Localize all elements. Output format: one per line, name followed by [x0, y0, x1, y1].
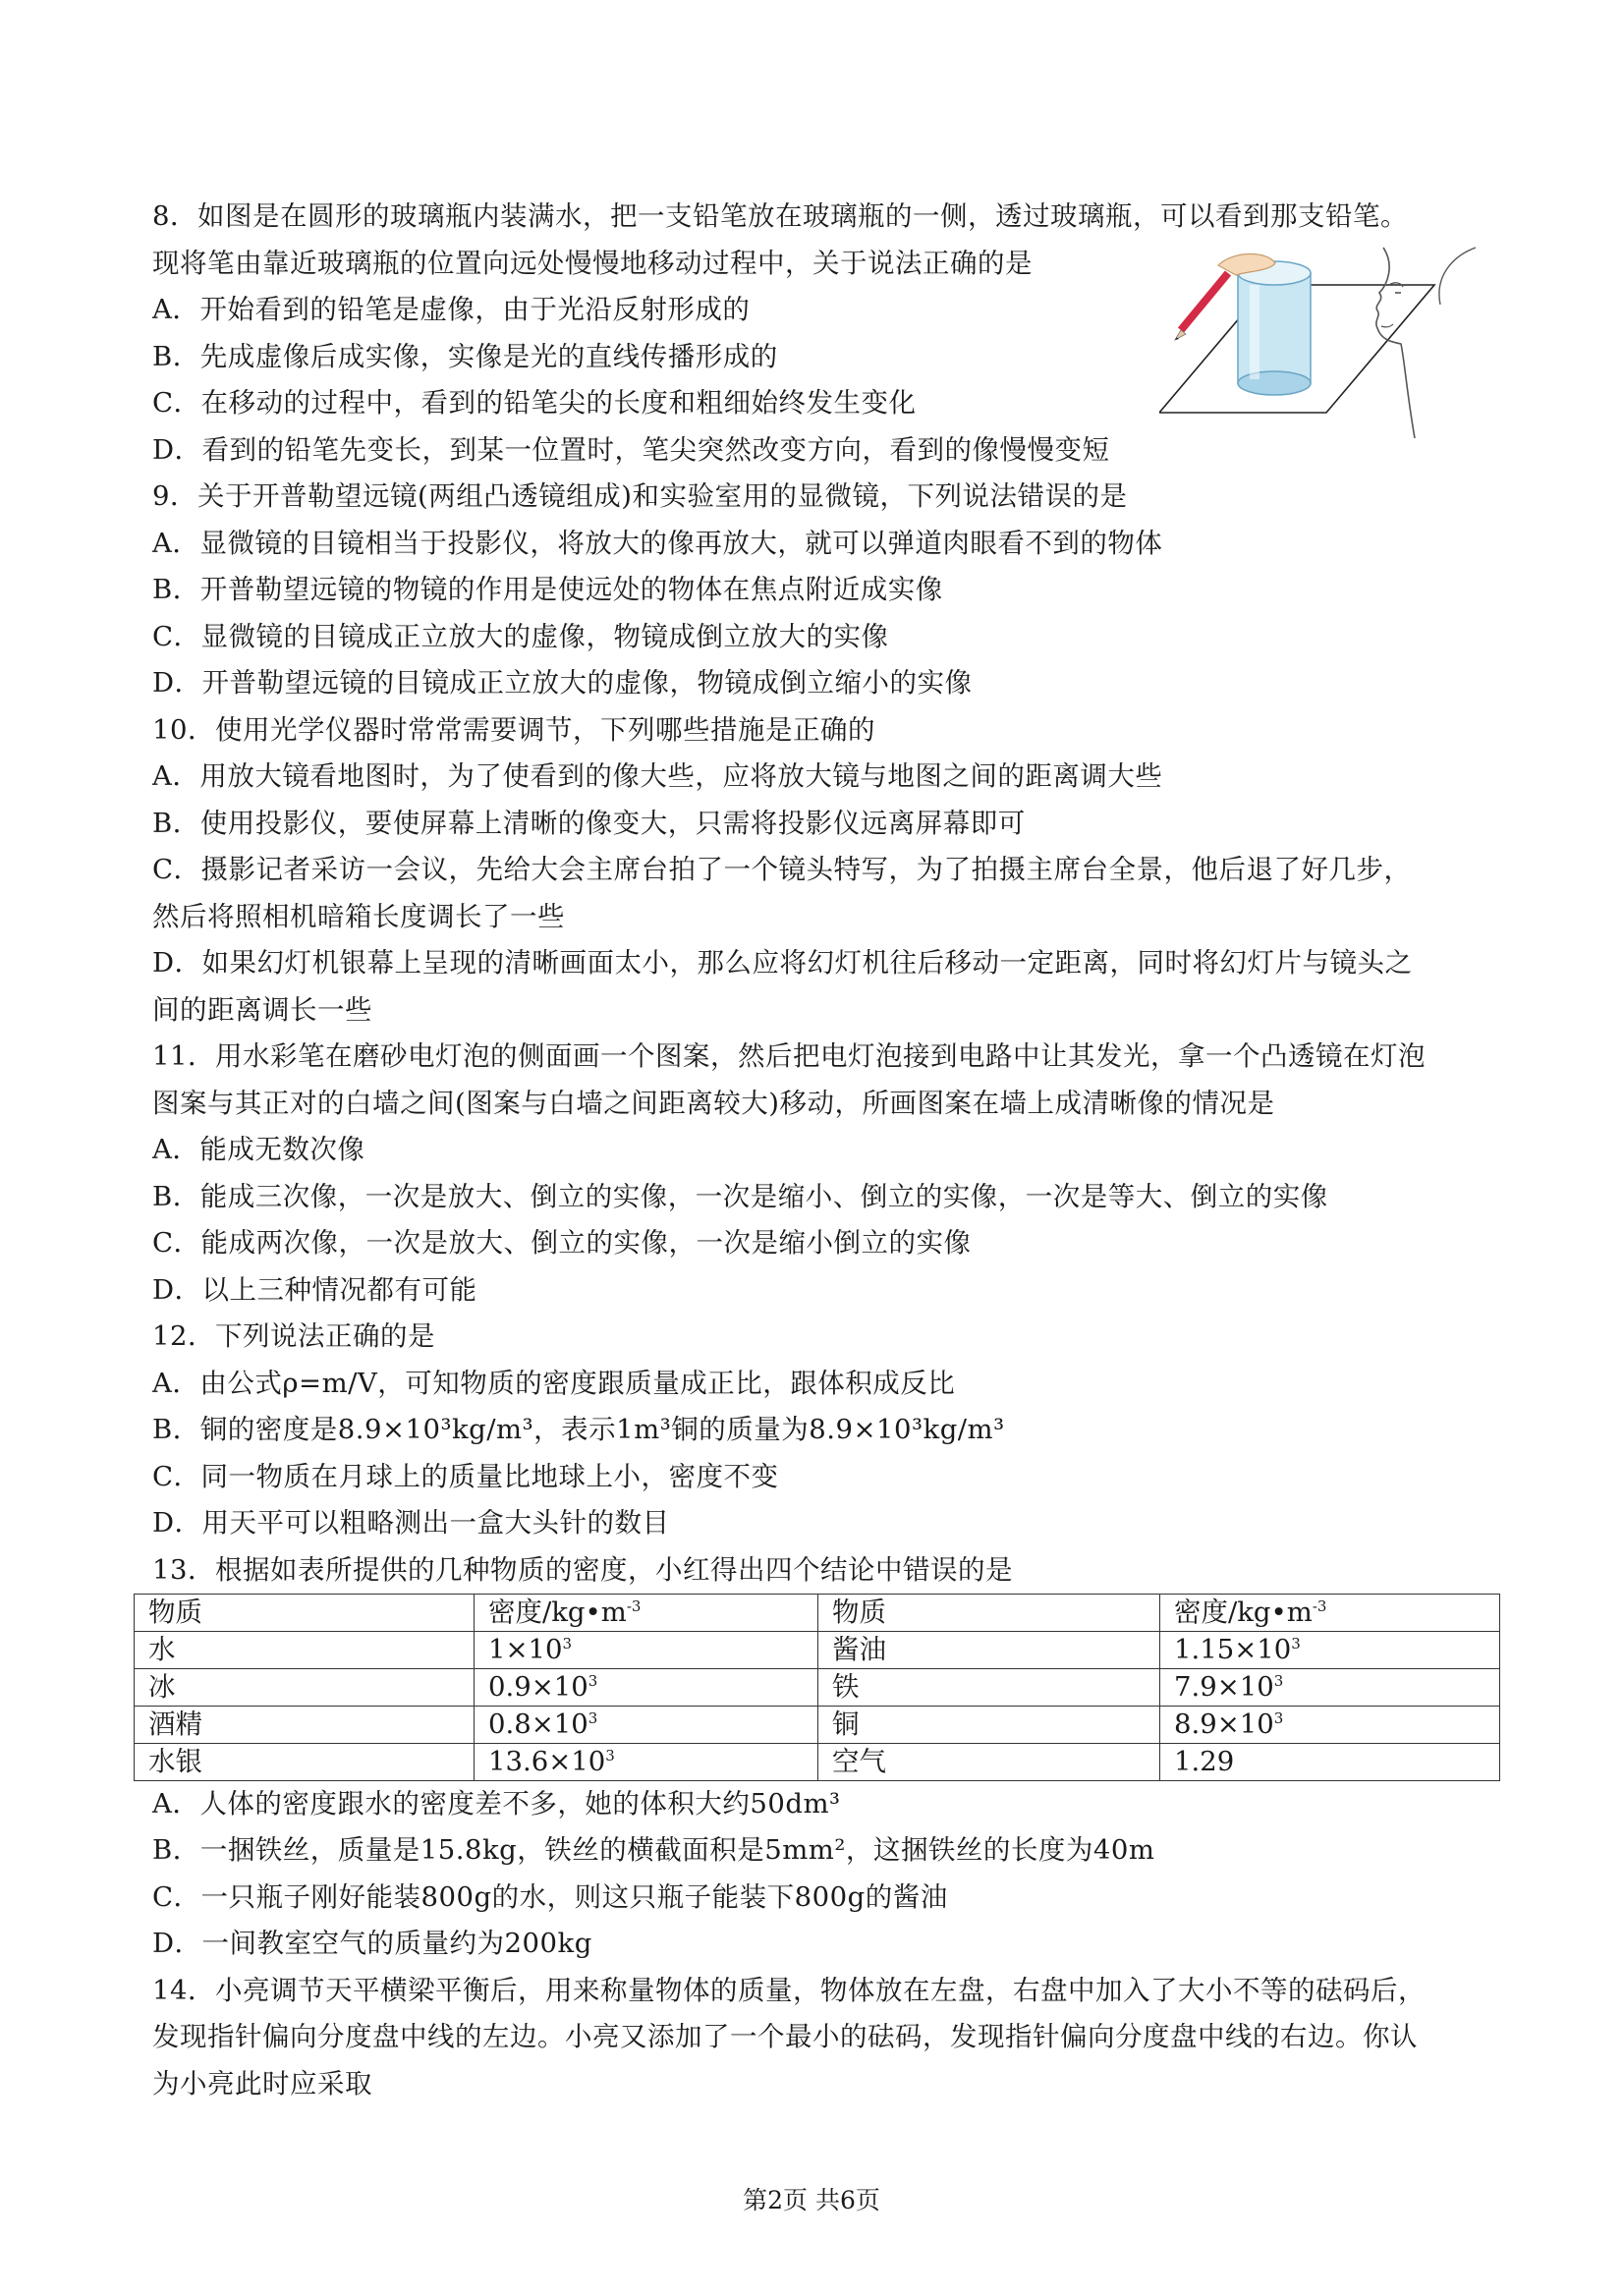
q12-stem: 12．下列说法正确的是 — [152, 1320, 435, 1352]
table-header-cell: 密度$/kg•m^{-3}$ — [475, 1595, 818, 1632]
q10-option-d-line2: 间的距离调长一些 — [152, 994, 372, 1026]
q10-option-b: B．使用投影仪，要使屏幕上清晰的像变大，只需将投影仪远离屏幕即可 — [152, 808, 1026, 839]
table-cell: $13.6\times 10^3$ — [475, 1744, 818, 1781]
q11-option-d: D．以上三种情况都有可能 — [152, 1274, 477, 1306]
q13-option-d: D．一间教室空气的质量约为200kg — [152, 1928, 592, 1959]
table-cell: 水银 — [135, 1744, 475, 1781]
q9-option-b: B．开普勒望远镜的物镜的作用是使远处的物体在焦点附近成实像 — [152, 574, 943, 605]
pencil-icon — [1175, 273, 1228, 340]
table-header-row — [135, 1595, 1500, 1632]
q9-option-d: D．开普勒望远镜的目镜成正立放大的虚像，物镜成倒立缩小的实像 — [152, 667, 973, 699]
q8-figure-glass-pencil-observer — [1159, 246, 1476, 438]
table-row — [135, 1669, 1500, 1707]
q12-option-a: A．由公式ρ=m/V，可知物质的密度跟质量成正比，跟体积成反比 — [152, 1368, 956, 1399]
q13-option-a: A．人体的密度跟水的密度差不多，她的体积大约50dm³ — [152, 1788, 841, 1820]
q10-option-d-line1: D．如果幻灯机银幕上呈现的清晰画面太小，那么应将幻灯机往后移动一定距离，同时将幻灯片与镜头之 — [152, 947, 1413, 979]
table-cell: 水 — [135, 1632, 475, 1669]
q13-option-c: C．一只瓶子刚好能装800g的水，则这只瓶子能装下800g的酱油 — [152, 1881, 948, 1913]
q12-option-d: D．用天平可以粗略测出一盒大头针的数目 — [152, 1507, 670, 1539]
table-header-cell: 物质 — [135, 1595, 475, 1632]
table-header-cell: 物质 — [818, 1595, 1160, 1632]
water-glass-icon — [1238, 261, 1311, 395]
q10-stem: 10．使用光学仪器时常常需要调节，下列哪些措施是正确的 — [152, 714, 875, 746]
q8-option-c: C．在移动的过程中，看到的铅笔尖的长度和粗细始终发生变化 — [152, 387, 917, 419]
q8-stem-line1: 8．如图是在圆形的玻璃瓶内装满水，把一支铅笔放在玻璃瓶的一侧，透过玻璃瓶，可以看到那支铅笔。 — [152, 200, 1408, 232]
table-cell: 冰 — [135, 1669, 475, 1707]
q14-stem-line2: 发现指针偏向分度盘中线的左边。小亮又添加了一个最小的砝码，发现指针偏向分度盘中线的右边。你认 — [152, 2021, 1418, 2052]
q9-option-a: A．显微镜的目镜相当于投影仪，将放大的像再放大，就可以弹道肉眼看不到的物体 — [152, 528, 1163, 559]
q11-option-b: B．能成三次像，一次是放大、倒立的实像，一次是缩小、倒立的实像，一次是等大、倒立的实像 — [152, 1181, 1328, 1212]
table-row — [135, 1707, 1500, 1744]
table-cell: 酒精 — [135, 1707, 475, 1744]
table-cell: 空气 — [818, 1744, 1160, 1781]
q12-option-c: C．同一物质在月球上的质量比地球上小，密度不变 — [152, 1461, 779, 1492]
q10-option-a: A．用放大镜看地图时，为了使看到的像大些，应将放大镜与地图之间的距离调大些 — [152, 760, 1163, 792]
density-table — [134, 1594, 1500, 1781]
q12-option-b: B．铜的密度是8.9×10³kg/m³，表示1m³铜的质量为8.9×10³kg/m³ — [152, 1414, 1005, 1445]
table-row — [135, 1632, 1500, 1669]
table-cell: $1\times 10^3$ — [475, 1632, 818, 1669]
q13-option-b: B．一捆铁丝，质量是15.8kg，铁丝的横截面积是5mm²，这捆铁丝的长度为40m — [152, 1834, 1155, 1866]
page-footer: 第2页 共6页 — [743, 2186, 880, 2214]
q9-stem: 9．关于开普勒望远镜(两组凸透镜组成)和实验室用的显微镜，下列说法错误的是 — [152, 480, 1128, 512]
table-header-cell: 密度$/kg•m^{-3}$ — [1160, 1595, 1500, 1632]
table-cell: 酱油 — [818, 1632, 1160, 1669]
table-cell: 1.29 — [1160, 1744, 1500, 1781]
q8-option-a: A．开始看到的铅笔是虚像，由于光沿反射形成的 — [152, 294, 751, 325]
table-cell: $7.9\times 10^3$ — [1160, 1669, 1500, 1707]
q11-stem-line2: 图案与其正对的白墙之间(图案与白墙之间距离较大)移动，所画图案在墙上成清晰像的情况是 — [152, 1088, 1275, 1119]
q10-option-c-line2: 然后将照相机暗箱长度调长了一些 — [152, 901, 565, 932]
table-row — [135, 1744, 1500, 1781]
table-cell: $8.9\times 10^3$ — [1160, 1707, 1500, 1744]
q8-option-d: D．看到的铅笔先变长，到某一位置时，笔尖突然改变方向，看到的像慢慢变短 — [152, 434, 1110, 466]
table-cell: $0.8\times 10^3$ — [475, 1707, 818, 1744]
q11-stem-line1: 11．用水彩笔在磨砂电灯泡的侧面画一个图案，然后把电灯泡接到电路中让其发光，拿一个凸透镜在灯泡 — [152, 1040, 1426, 1072]
table-cell: 铜 — [818, 1707, 1160, 1744]
q8-option-b: B．先成虚像后成实像，实像是光的直线传播形成的 — [152, 341, 778, 372]
q9-option-c: C．显微镜的目镜成正立放大的虚像，物镜成倒立放大的实像 — [152, 621, 889, 652]
table-cell: 铁 — [818, 1669, 1160, 1707]
q14-stem-line3: 为小亮此时应采取 — [152, 2068, 372, 2100]
q11-option-c: C．能成两次像，一次是放大、倒立的实像，一次是缩小倒立的实像 — [152, 1227, 972, 1259]
observer-face-icon — [1376, 248, 1476, 438]
q8-stem-line2: 现将笔由靠近玻璃瓶的位置向远处慢慢地移动过程中，关于说法正确的是 — [152, 248, 1033, 279]
q10-option-c-line1: C．摄影记者采访一会议，先给大会主席台拍了一个镜头特写，为了拍摄主席台全景，他后退了好几步， — [152, 854, 1412, 885]
table-cell: $1.15\times 10^3$ — [1160, 1632, 1500, 1669]
q14-stem-line1: 14．小亮调节天平横梁平衡后，用来称量物体的质量，物体放在左盘，右盘中加入了大小不等的砝码后， — [152, 1975, 1426, 2006]
table-cell: $0.9\times 10^3$ — [475, 1669, 818, 1707]
q11-option-a: A．能成无数次像 — [152, 1134, 365, 1165]
q13-stem: 13．根据如表所提供的几种物质的密度，小红得出四个结论中错误的是 — [152, 1554, 1013, 1586]
